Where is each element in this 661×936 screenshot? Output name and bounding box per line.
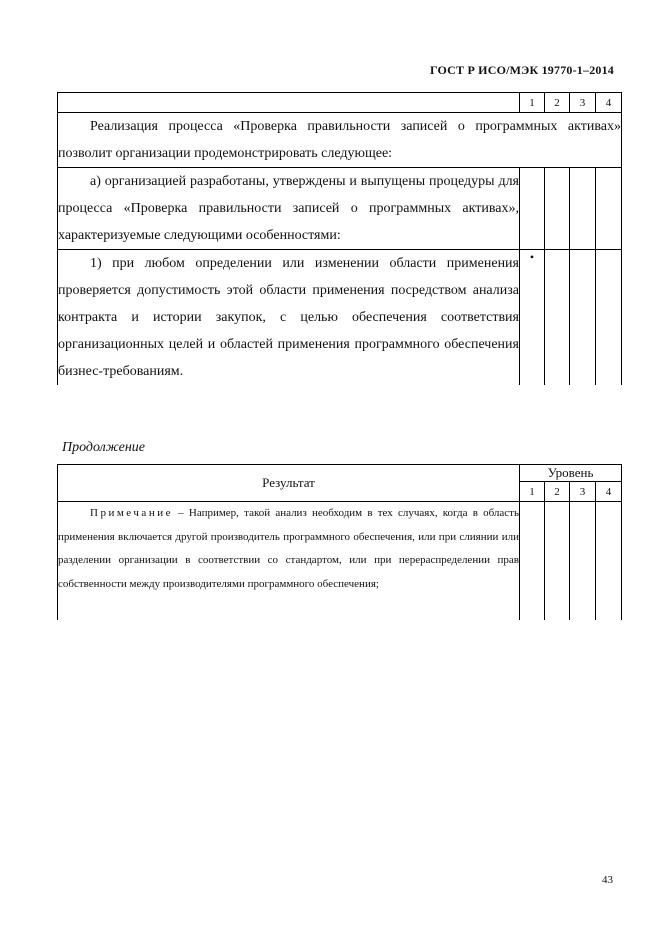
table-header-row: [58, 93, 622, 113]
table-row: [58, 168, 622, 250]
item-a-cell: [58, 168, 520, 250]
intro-text: Реализация процесса «Проверка правильности записей о программных активах» позволит организации продемонстрировать следующее:: [58, 119, 621, 161]
table-row: [58, 502, 622, 621]
result-header: Результат: [58, 465, 520, 502]
level-col-2: 2: [545, 93, 570, 113]
table-row: [58, 113, 622, 168]
level-col-2: 2: [545, 482, 570, 502]
level-1-bullet: •: [520, 250, 545, 386]
level-cell: [545, 168, 570, 250]
level-col-3: 3: [570, 482, 596, 502]
level-header: Уровень: [520, 465, 622, 482]
page-number: 43: [602, 874, 613, 886]
level-cell: [570, 250, 596, 386]
note-label: Примечание: [90, 507, 173, 519]
level-cell: [570, 502, 596, 621]
continuation-label: Продолжение: [62, 440, 145, 455]
level-cell: [596, 250, 622, 386]
level-cell: [545, 250, 570, 386]
continuation-table: [57, 464, 622, 620]
level-col-4: 4: [596, 93, 622, 113]
standard-header: ГОСТ Р ИСО/МЭК 19770-1–2014: [429, 63, 614, 77]
note-text: – Например, такой анализ необходим в тех случаях, когда в область применения включается другой производитель программного обеспечения, или при слиянии или разделении организации в соответствии со стандартом, или при перераспределении прав собственности между производителями программного обеспечения;: [58, 507, 519, 590]
requirements-table: [57, 92, 622, 385]
note-cell: [58, 502, 520, 621]
level-cell: [596, 502, 622, 621]
level-col-4: 4: [596, 482, 622, 502]
table-row: [58, 250, 622, 386]
level-cell: [596, 168, 622, 250]
level-col-1: 1: [520, 93, 545, 113]
level-col-1: 1: [520, 482, 545, 502]
item-1-text: 1) при любом определении или изменении области применения проверяется допустимость этой области применения посредством анализа контракта и истории закупок, с целью обеспечения соответствия организационных целей и областей применения программного обеспечения бизнес-требованиям.: [58, 256, 519, 379]
item-a-text: а) организацией разработаны, утверждены и выпущены процедуры для процесса «Проверка правильности записей о программных активах», характеризуемые следующими особенностями:: [58, 174, 519, 243]
table-header-row: [58, 465, 622, 482]
level-cell: [520, 168, 545, 250]
intro-paragraph: [58, 113, 622, 168]
level-cell: [520, 502, 545, 621]
level-cell: [570, 168, 596, 250]
item-1-cell: [58, 250, 520, 386]
level-cell: [545, 502, 570, 621]
level-col-3: 3: [570, 93, 596, 113]
header-blank-cell: [58, 93, 520, 113]
